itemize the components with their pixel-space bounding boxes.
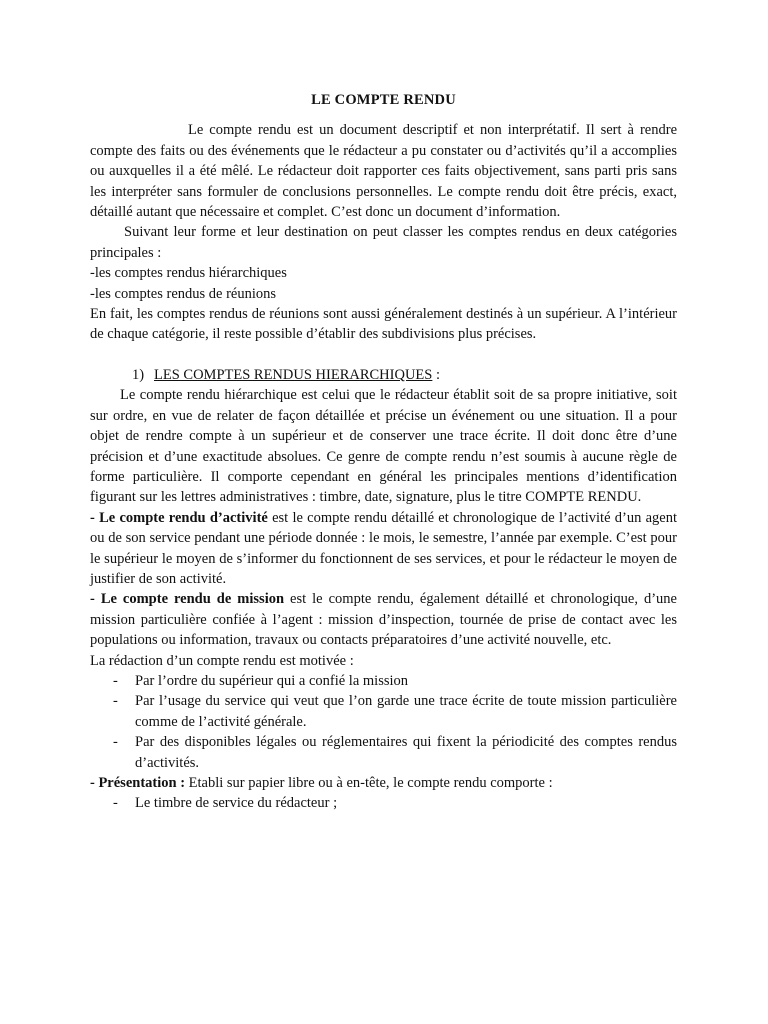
mission-report-term: - Le compte rendu de mission — [90, 591, 285, 608]
mission-report-text: est le compte rendu, également détaillé et chronologique, d’une mission particulière confiée à l’agent : mission d’inspection, tournée de prise de contact avec les populations ou information, travaux ou contacts préparatoires d’une activité nouvelle, etc. — [90, 591, 677, 649]
list-dash: - — [113, 693, 118, 710]
classification-paragraph: Suivant leur forme et leur destination on peut classer les comptes rendus en deux catégories principales : — [90, 224, 677, 261]
activity-report-paragraph — [90, 508, 677, 590]
list-item-text: Le timbre de service du rédacteur ; — [135, 795, 338, 812]
list-item-text: Par l’ordre du supérieur qui a confié la mission — [135, 672, 409, 689]
list-dash: - — [113, 734, 118, 751]
list-item-text: Par l’usage du service qui veut que l’on garde une trace écrite de toute mission particulière comme de l’activité générale. — [135, 693, 677, 730]
list-item — [90, 732, 677, 773]
list-item — [90, 671, 677, 691]
presentation-text: Etabli sur papier libre ou à en-tête, le compte rendu comporte : — [185, 775, 553, 791]
presentation-paragraph — [90, 773, 677, 793]
category-item-hierarchical: -les comptes rendus hiérarchiques — [90, 265, 287, 282]
document-title: LE COMPTE RENDU — [311, 92, 456, 108]
section-1-heading-text: LES COMPTES RENDUS HIERARCHIQUES — [154, 366, 433, 383]
section-1-number: 1) — [132, 366, 145, 383]
section-1-heading — [90, 365, 677, 385]
presentation-list — [90, 793, 677, 813]
section-1-paragraph: Le compte rendu hiérarchique est celui que le rédacteur établit soit de sa propre initiative, soit sur ordre, en vue de relater de façon détaillée et précise un événement ou une situation. Il a pour objet de rendre compte à un supérieur et de conserver une trace écrite. Il doit donc être d’une précision et d’une exactitude absolues. Ce genre de compte rendu n’est soumis à aucune règle de forme particulière. Il comporte cependant en général les principales mentions d’identification figurant sur les lettres administratives : timbre, date, signature, plus le titre COMPTE RENDU. — [90, 387, 677, 506]
list-dash: - — [113, 672, 118, 689]
list-item — [90, 793, 677, 813]
presentation-term: - Présentation : — [90, 775, 186, 791]
document-page — [90, 90, 677, 814]
intro-paragraph: Le compte rendu est un document descriptif et non interprétatif. Il sert à rendre compte des faits ou des événements que le rédacteur a pu constater ou d’activités qu’il a accomplies ou auxquelles il a été mêlé. Le rédacteur doit rapporter ces faits objectivement, sans parti pris sans les interpréter sans formuler de conclusions personnelles. Le compte rendu doit être précis, exact, détaillé autant que nécessaire et complet. C’est donc un document d’information. — [90, 122, 677, 221]
note-paragraph: En fait, les comptes rendus de réunions sont aussi généralement destinés à un supérieur. A l’intérieur de chaque catégorie, il reste possible d’établir des subdivisions plus précises. — [90, 306, 677, 343]
section-1-heading-suffix: : — [432, 366, 441, 383]
motivation-list — [90, 671, 677, 773]
activity-report-text: est le compte rendu détaillé et chronologique de l’activité d’un agent ou de son service pendant une période donnée : le mois, le semestre, l’année par exemple. C’est pour le supérieur le moyen de s’informer du fonctionnent de ses services, et pour le rédacteur le moyen de justifier de son activité. — [90, 509, 678, 587]
mission-report-paragraph — [90, 589, 677, 650]
motivation-intro: La rédaction d’un compte rendu est motivée : — [90, 652, 354, 669]
list-item — [90, 691, 677, 732]
list-item-text: Par des disponibles légales ou réglementaires qui fixent la périodicité des comptes rendus d’activités. — [135, 734, 677, 771]
activity-report-term: - Le compte rendu d’activité — [90, 509, 268, 526]
list-dash: - — [113, 795, 118, 812]
category-item-meetings: -les comptes rendus de réunions — [90, 285, 277, 302]
